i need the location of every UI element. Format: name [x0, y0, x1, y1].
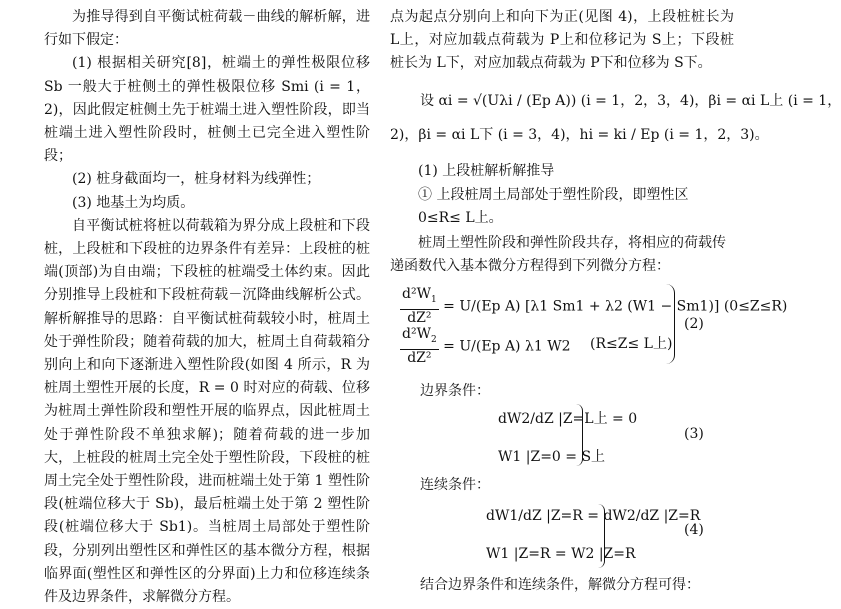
eq2-line2-rhs: = U/(Ep A) λ1 W2	[443, 338, 571, 355]
eq2-line2-condition: (R≤Z≤ L上)	[590, 336, 673, 352]
eq4-line2: W1 |Z=R = W2 |Z=R	[486, 546, 636, 562]
paragraph-diff-eq: 桩周土塑性阶段和弹性阶段共存，将相应的荷载传递函数代入基本微分方程得到下列微分方程：	[390, 235, 726, 274]
boundary-title: 边界条件：	[420, 383, 490, 399]
eq4-number: (4)	[684, 522, 704, 538]
eq3-line1: dW2/dZ |Z=L上 = 0	[498, 411, 638, 427]
eq2-line1-rhs: = U/(Ep A) [λ1 Sm1 + λ2 (W1 − Sm1)] (0≤Z≤R)	[443, 298, 788, 315]
equation-beta: 2)，βi = αi L下 (i = 3，4)，hi = ki / Ep (i = 1，2，3)。	[390, 127, 769, 143]
eq2-line2	[400, 326, 571, 367]
eq3-number: (3)	[684, 426, 704, 442]
eq3-brace	[576, 404, 583, 466]
eq2-line1	[400, 286, 787, 327]
eq2-brace	[666, 284, 675, 364]
paragraph-derivation: 自平衡试桩将桩以荷载箱为界分成上段桩和下段桩，上段桩和下段桩的边界条件有差异：上段桩的桩端(顶部)为自由端；下段桩的桩端受土体约束。因此分别推导上段桩和下段桩荷载－沉降曲线解析公式。解析解推导的思路：自平衡试桩荷载较小时，桩周土处于弹性阶段；随着荷载的加大，桩周土自荷载箱分别向上和向下逐渐进入塑性阶段(如图 4 所示，R 为桩周土塑性开展的长度，R = 0 时对应的荷载、位移为桩周土弹性阶段和塑性开展的临界点，因此桩周土处于弹性阶段不单独求解)；随着荷载的进一步加大，上桩段的桩周土完全处于塑性阶段，下段桩的桩周土完全处于塑性阶段，进而桩端土处于第 1 塑性阶段(桩端位移大于 Sb)，最后桩端土处于第 2 塑性阶段(桩端位移大于 Sb1)。当桩周土局部处于塑性阶段，分别列出塑性区和弹性区的基本微分方程，根据临界面(塑性区和弹性区的分界面)上力和位移连续条件及边界条件，求解微分方程。	[44, 217, 370, 606]
case-1-text: ① 上段桩周土局部处于塑性阶段，即塑性区 0≤R≤ L上。	[418, 187, 689, 226]
paragraph-pile-def: 点为起点分别向上和向下为正(见图 4)，上段桩桩长为 L上，对应加载点荷载为 P上和位移记为 S上；下段桩桩长为 L下，对应加载点荷载为 P下和位移为 S下。	[390, 9, 734, 72]
eq2-line1-lhs: $\frac{d^2W_1}{\text{dZ²}}$	[402, 286, 437, 326]
assumption-2: (2) 桩身截面均一，桩身材料为线弹性；	[72, 171, 321, 188]
assumption-1: (1) 根据相关研究[8]，桩端土的弹性极限位移 Sb 一般大于桩侧土的弹性极限位移 Smi (i = 1，2)，因此假定桩侧土先于桩端土进入塑性阶段，即当桩端土进入塑性阶段时，桩侧土已完全进入塑性阶段；	[44, 55, 370, 165]
eq4-line1: dW1/dZ |Z=R = dW2/dZ |Z=R	[486, 508, 701, 524]
paragraph-intro: 为推导得到自平衡试桩荷载－曲线的解析解，进行如下假定：	[44, 9, 370, 49]
right-column	[390, 0, 734, 76]
footer-partial-line: 结合边界条件和连续条件，解微分方程可得：	[420, 577, 700, 593]
equation-alpha: 设 αi = √(Uλi / (Ep A)) (i = 1，2，3，4)，βi = αi L上 (i = 1，	[420, 93, 841, 109]
left-column	[44, 0, 370, 609]
continuity-title: 连续条件：	[420, 477, 490, 493]
eq2-line2-lhs: $\frac{d^2W_2}{\text{dZ²}}$	[402, 326, 437, 366]
eq2-number: (2)	[684, 316, 704, 332]
subsection-upper-pile: (1) 上段桩解析解推导	[418, 163, 555, 179]
assumption-3: (3) 地基土为均质。	[72, 194, 195, 211]
eq3-line2: W1 |Z=0 = S上	[498, 449, 606, 465]
eq4-brace	[598, 504, 605, 568]
